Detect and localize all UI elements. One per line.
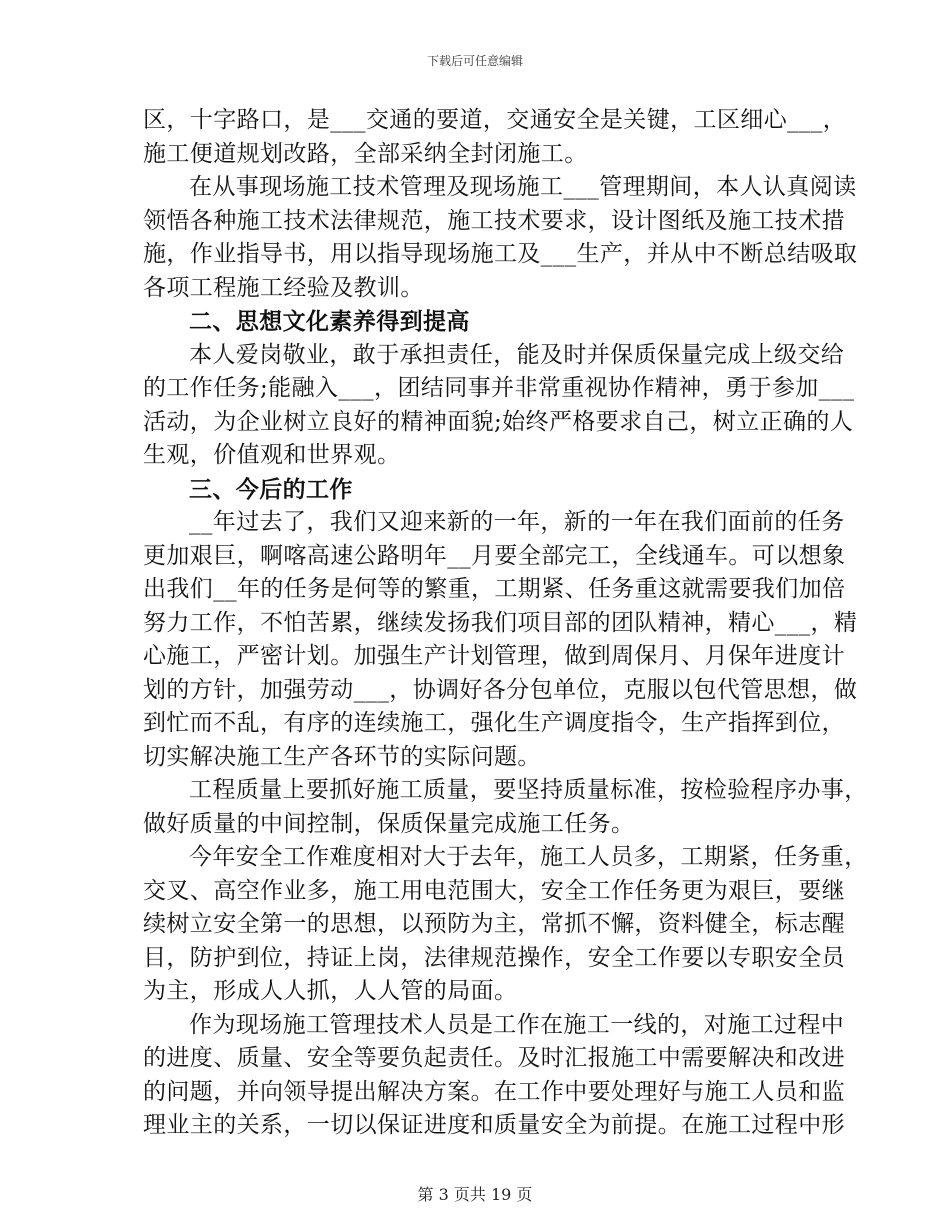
text-line: 今年安全工作难度相对大于去年，施工人员多，工期紧，任务重， bbox=[189, 844, 868, 870]
text-line: 施工便道规划改路，全部采纳全封闭施工。 bbox=[143, 140, 588, 167]
text-line: 划的方针，加强劳动___，协调好各分包单位，克服以包代管思想，做 bbox=[143, 676, 858, 703]
text-line: 做好质量的中间控制，保质保量完成施工任务。 bbox=[143, 810, 635, 837]
text-line: 在从事现场施工技术管理及现场施工___管理期间，本人认真阅读 bbox=[189, 174, 857, 200]
text-line: 心施工，严密计划。加强生产计划管理，做到周保月、月保年进度计 bbox=[143, 643, 845, 669]
text-line: 各项工程施工经验及教训。 bbox=[143, 274, 424, 301]
text-line: 理业主的关系，一切以保证进度和质量安全为前提。在施工过程中形 bbox=[143, 1112, 845, 1138]
section-heading: 三、今后的工作 bbox=[189, 475, 353, 503]
text-line: 区，十字路口，是___交通的要道，交通安全是关键，工区细心___， bbox=[143, 107, 847, 133]
page-header: 下载后可任意编辑 bbox=[426, 54, 523, 68]
text-line: 目，防护到位，持证上岗，法律规范操作，安全工作要以专职安全员 bbox=[143, 944, 845, 971]
text-line: 工程质量上要抓好施工质量，要坚持质量标准，按检验程序办事， bbox=[189, 777, 868, 803]
text-line: 的问题，并向领导提出解决方案。在工作中要处理好与施工人员和监 bbox=[143, 1078, 845, 1105]
text-line: 作为现场施工管理技术人员是工作在施工一线的，对施工过程中 bbox=[189, 1011, 845, 1038]
text-line: __年过去了，我们又迎来新的一年，新的一年在我们面前的任务 bbox=[189, 509, 845, 535]
text-line: 交叉、高空作业多，施工用电范围大，安全工作任务更为艰巨，要继 bbox=[143, 877, 845, 904]
text-line: 到忙而不乱，有序的连续施工，强化生产调度指令，生产指挥到位， bbox=[143, 710, 845, 736]
text-line: 领悟各种施工技术法律规范，施工技术要求，设计图纸及施工技术措 bbox=[143, 207, 845, 234]
text-line: 施，作业指导书，用以指导现场施工及___生产，并从中不断总结吸取 bbox=[143, 241, 858, 267]
document-body bbox=[143, 104, 868, 1143]
text-line: 本人爱岗敬业，敢于承担责任，能及时并保质保量完成上级交给 bbox=[189, 341, 845, 368]
text-line: 的进度、质量、安全等要负起责任。及时汇报施工中需要解决和改进 bbox=[143, 1045, 845, 1071]
text-line: 为主，形成人人抓，人人管的局面。 bbox=[143, 978, 518, 1004]
text-line: 生观，价值观和世界观。 bbox=[143, 442, 401, 468]
page-footer: 第 3 页共 19 页 bbox=[417, 1185, 533, 1204]
text-line: 切实解决施工生产各环节的实际问题。 bbox=[143, 743, 541, 770]
text-line: 活动，为企业树立良好的精神面貌;始终严格要求自己，树立正确的人 bbox=[143, 408, 854, 435]
text-line: 的工作任务;能融入___，团结同事并非常重视协作精神，勇于参加___ bbox=[143, 375, 855, 401]
text-line: 出我们__年的任务是何等的繁重，工期紧、任务重这就需要我们加倍 bbox=[143, 576, 846, 602]
text-line: 努力工作，不怕苦累，继续发扬我们项目部的团队精神，精心___，精 bbox=[143, 609, 858, 636]
text-line: 续树立安全第一的思想，以预防为主，常抓不懈，资料健全，标志醒 bbox=[143, 911, 845, 937]
text-line: 更加艰巨，啊喀高速公路明年__月要全部完工，全线通车。可以想象 bbox=[143, 542, 846, 569]
section-heading: 二、思想文化素养得到提高 bbox=[189, 308, 470, 335]
